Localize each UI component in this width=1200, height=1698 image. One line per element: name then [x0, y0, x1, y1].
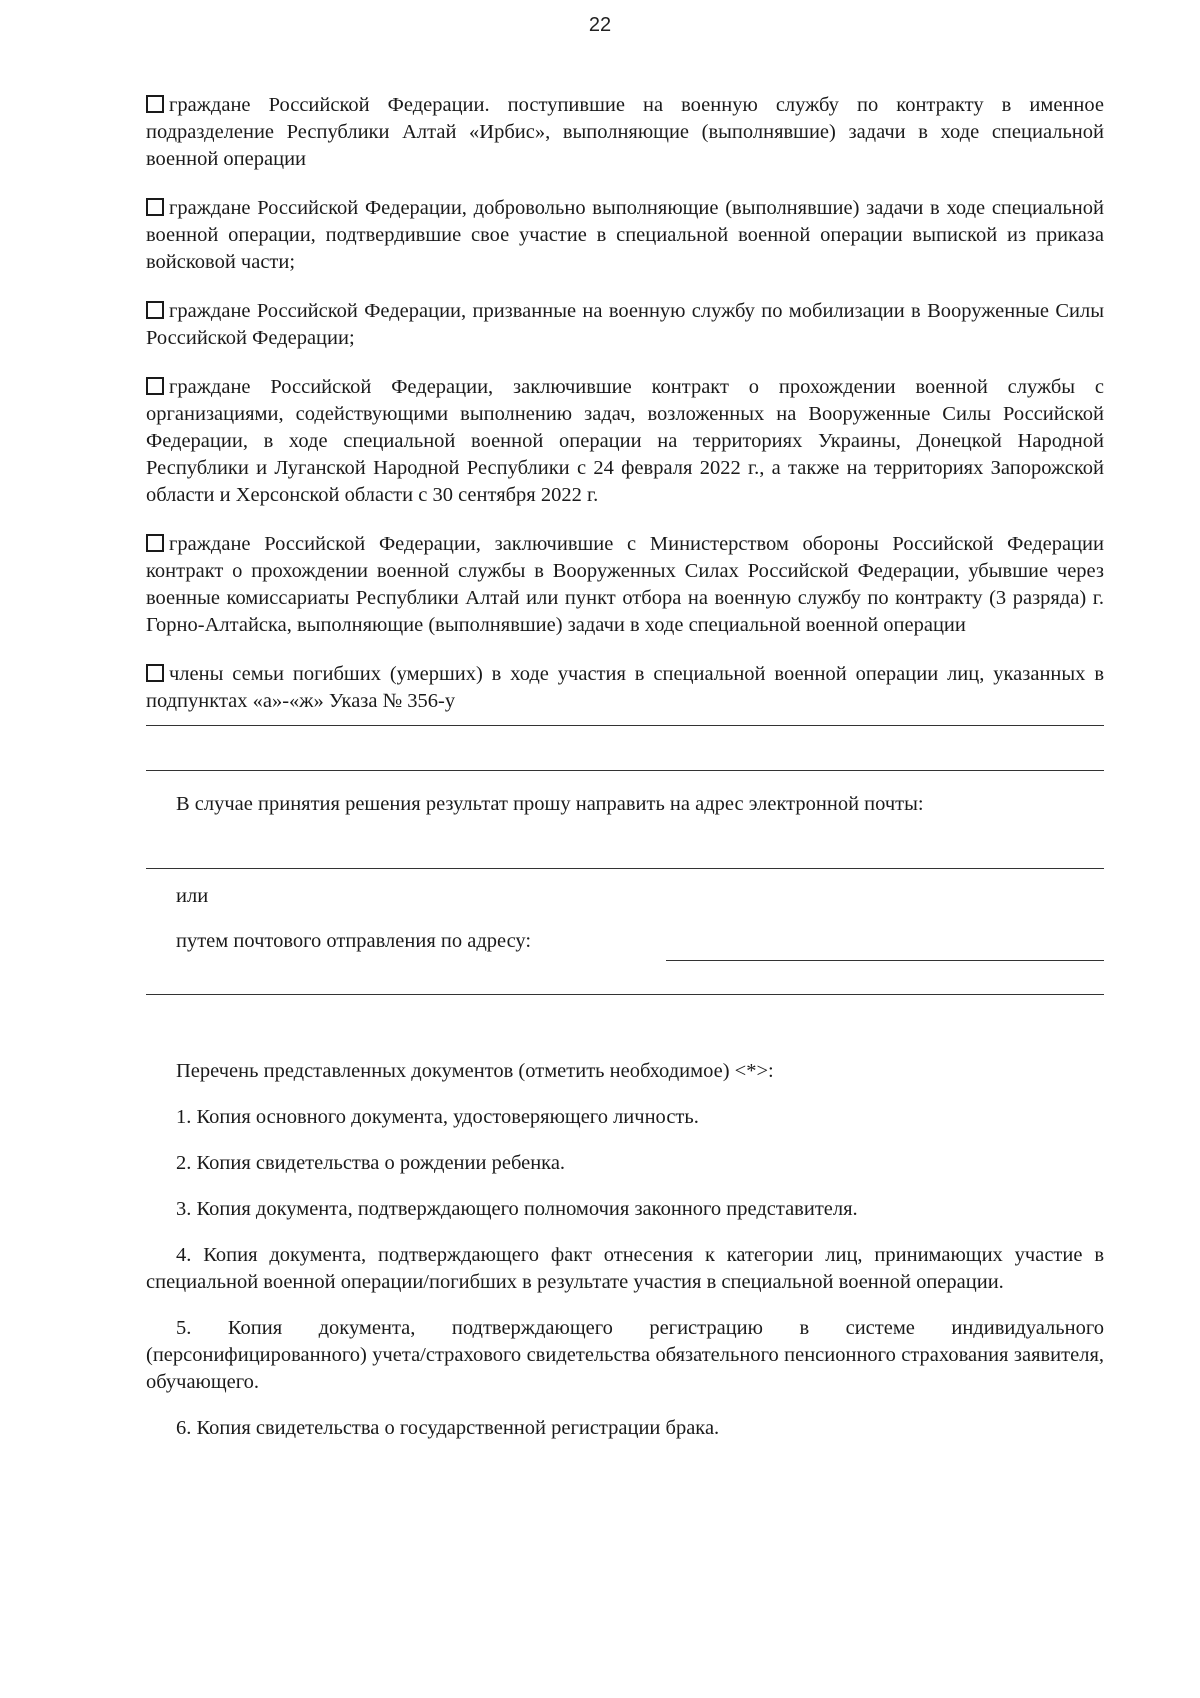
document-item: 1. Копия основного документа, удостоверяющего личность. — [176, 1106, 699, 1128]
postal-address-field-line2[interactable] — [146, 994, 1104, 995]
category-option — [146, 374, 1104, 509]
document-item: 3. Копия документа, подтверждающего полномочия законного представителя. — [176, 1198, 858, 1220]
blank-line[interactable] — [146, 725, 1104, 726]
category-option — [146, 195, 1104, 276]
category-checkbox[interactable] — [146, 377, 164, 395]
category-text: члены семьи погибших (умерших) в ходе участия в специальной военной операции лиц, указанных в подпунктах «а»-«ж» Указа № 356-у — [146, 663, 1104, 712]
postal-address-field[interactable] — [666, 960, 1104, 961]
document-item: 6. Копия свидетельства о государственной регистрации брака. — [176, 1417, 720, 1439]
blank-line[interactable] — [146, 770, 1104, 771]
postal-row — [146, 928, 1104, 968]
category-option — [146, 531, 1104, 639]
form-content — [146, 92, 1104, 1442]
email-field[interactable] — [146, 868, 1104, 869]
or-label: или — [176, 885, 209, 907]
category-text: граждане Российской Федерации, заключившие контракт о прохождении военной службы с организациями, содействующими выполнению задач, возложенных на Вооруженные Силы Российской Федерации, в ходе специальной военной операции на территориях Украины, Донецкой Народной Республики и Луганской Народной Республики с 24 февраля 2022 г., а также на территориях Запорожской области и Херсонской области с 30 сентября 2022 г. — [146, 376, 1104, 506]
category-text: граждане Российской Федерации, добровольно выполняющие (выполнявшие) задачи в ходе специальной военной операции, подтвердившие свое участие в специальной военной операции выпиской из приказа войсковой части; — [146, 197, 1104, 273]
document-item: 2. Копия свидетельства о рождении ребенка. — [176, 1152, 566, 1174]
document-item: 4. Копия документа, подтверждающего факт отнесения к категории лиц, принимающих участие в специальной военной операции/погибших в результате участия в специальной военной операции. — [146, 1244, 1104, 1293]
category-option — [146, 661, 1104, 715]
postal-prompt: путем почтового отправления по адресу: — [176, 930, 532, 952]
category-option — [146, 298, 1104, 352]
email-prompt: В случае принятия решения результат прошу направить на адрес электронной почты: — [176, 793, 924, 815]
category-text: граждане Российской Федерации, призванные на военную службу по мобилизации в Вооруженные Силы Российской Федерации; — [146, 300, 1104, 349]
documents-heading: Перечень представленных документов (отметить необходимое) <*>: — [176, 1060, 774, 1082]
page-number: 22 — [588, 14, 612, 36]
category-text: граждане Российской Федерации. поступившие на военную службу по контракту в именное подразделение Республики Алтай «Ирбис», выполняющие (выполнявшие) задачи в ходе специальной военной операции — [146, 94, 1104, 170]
document-item: 5. Копия документа, подтверждающего регистрацию в системе индивидуального (персонифицированного) учета/страхового свидетельства обязательного пенсионного страхования заявителя, обучающего. — [146, 1317, 1104, 1393]
category-checkbox[interactable] — [146, 198, 164, 216]
category-checkbox[interactable] — [146, 95, 164, 113]
category-text: граждане Российской Федерации, заключившие с Министерством обороны Российской Федерации контракт о прохождении военной службы в Вооруженных Силах Российской Федерации, убывшие через военные комиссариаты Республики Алтай или пункт отбора на военную службу по контракту (3 разряда) г. Горно-Алтайска, выполняющие (выполнявшие) задачи в ходе специальной военной операции — [146, 533, 1104, 636]
category-checkbox[interactable] — [146, 664, 164, 682]
category-checkbox[interactable] — [146, 301, 164, 319]
category-option — [146, 92, 1104, 173]
category-checkbox[interactable] — [146, 534, 164, 552]
